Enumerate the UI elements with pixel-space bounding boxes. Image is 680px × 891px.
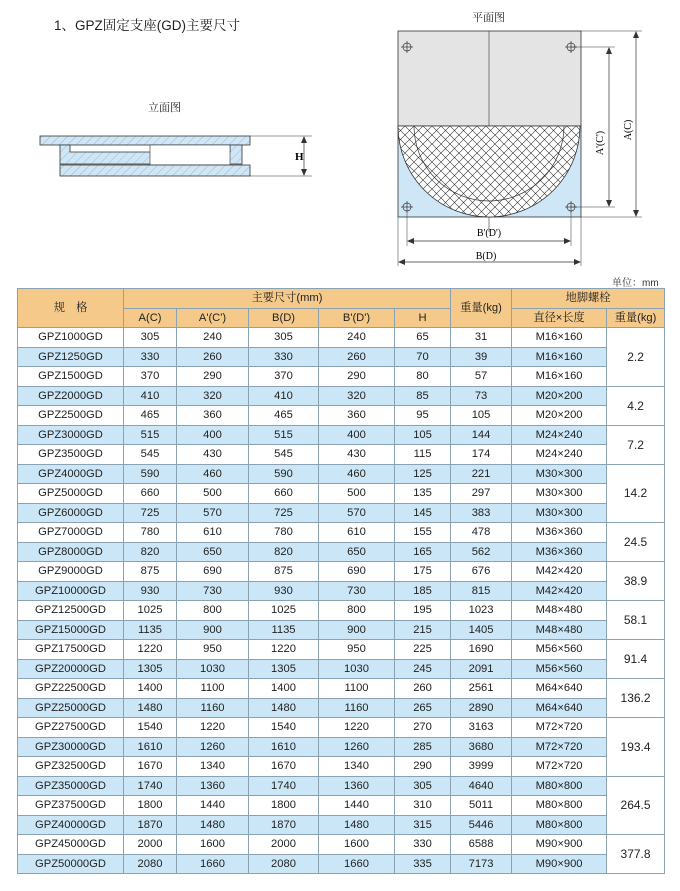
table-cell: 410 — [124, 386, 177, 406]
table-cell: GPZ7000GD — [18, 523, 124, 543]
dim-a-inner-label: A'(C') — [595, 130, 606, 156]
table-cell: 1660 — [177, 854, 249, 874]
table-cell: 3163 — [451, 718, 512, 738]
table-cell: 7173 — [451, 854, 512, 874]
table-cell: 4640 — [451, 776, 512, 796]
table-cell: M20×200 — [512, 406, 607, 426]
table-row — [18, 640, 665, 660]
table-cell: 165 — [395, 542, 451, 562]
table-cell: 125 — [395, 464, 451, 484]
table-cell: 370 — [124, 367, 177, 387]
table-cell: 1600 — [319, 835, 395, 855]
table-cell: GPZ3500GD — [18, 445, 124, 465]
spec-table-body — [18, 328, 665, 874]
table-row — [18, 542, 665, 562]
table-cell: 70 — [395, 347, 451, 367]
dim-b-outer-label: B(D) — [475, 251, 497, 262]
table-cell: GPZ9000GD — [18, 562, 124, 582]
table-cell: 330 — [395, 835, 451, 855]
table-cell: 900 — [177, 620, 249, 640]
table-cell: 1440 — [177, 796, 249, 816]
table-row — [18, 406, 665, 426]
table-cell: 290 — [319, 367, 395, 387]
table-cell: M64×640 — [512, 679, 607, 699]
anchor-weight-cell: 14.2 — [607, 464, 665, 523]
unit-note: 单位：mm — [612, 278, 659, 289]
table-cell: 195 — [395, 601, 451, 621]
table-cell: 31 — [451, 328, 512, 348]
table-cell: GPZ4000GD — [18, 464, 124, 484]
table-cell: M90×900 — [512, 854, 607, 874]
table-cell: 1405 — [451, 620, 512, 640]
table-cell: 660 — [124, 484, 177, 504]
table-cell: 730 — [177, 581, 249, 601]
anchor-weight-cell: 2.2 — [607, 328, 665, 387]
table-cell: 1480 — [177, 815, 249, 835]
table-cell: 1540 — [249, 718, 319, 738]
table-cell: 1610 — [124, 737, 177, 757]
table-row — [18, 815, 665, 835]
spec-table — [17, 288, 665, 874]
table-row — [18, 796, 665, 816]
table-cell: 1870 — [124, 815, 177, 835]
table-cell: 85 — [395, 386, 451, 406]
table-cell: 305 — [395, 776, 451, 796]
table-cell: 245 — [395, 659, 451, 679]
table-cell: 1160 — [177, 698, 249, 718]
table-row — [18, 854, 665, 874]
table-cell: 1740 — [124, 776, 177, 796]
table-cell: M72×720 — [512, 757, 607, 777]
table-cell: 305 — [249, 328, 319, 348]
anchor-weight-cell: 377.8 — [607, 835, 665, 874]
table-cell: 1260 — [177, 737, 249, 757]
table-cell: M30×300 — [512, 464, 607, 484]
table-cell: 1440 — [319, 796, 395, 816]
table-cell: 1135 — [249, 620, 319, 640]
table-cell: 185 — [395, 581, 451, 601]
table-cell: 80 — [395, 367, 451, 387]
table-row — [18, 757, 665, 777]
table-cell: 545 — [124, 445, 177, 465]
side-elevation-drawing — [40, 136, 312, 176]
anchor-weight-cell: 264.5 — [607, 776, 665, 835]
table-cell: GPZ6000GD — [18, 503, 124, 523]
table-cell: 430 — [177, 445, 249, 465]
table-cell: 5446 — [451, 815, 512, 835]
table-cell: 465 — [124, 406, 177, 426]
table-cell: 320 — [177, 386, 249, 406]
table-cell: 360 — [319, 406, 395, 426]
header-spec: 规 格 — [18, 289, 124, 328]
table-cell: M80×800 — [512, 815, 607, 835]
table-row — [18, 464, 665, 484]
table-cell: 1600 — [177, 835, 249, 855]
table-cell: 1025 — [124, 601, 177, 621]
table-cell: 930 — [124, 581, 177, 601]
table-cell: M80×800 — [512, 776, 607, 796]
table-cell: 690 — [319, 562, 395, 582]
table-cell: 105 — [395, 425, 451, 445]
table-row — [18, 445, 665, 465]
table-cell: 1220 — [124, 640, 177, 660]
table-cell: M16×160 — [512, 347, 607, 367]
table-cell: 500 — [319, 484, 395, 504]
anchor-weight-cell: 38.9 — [607, 562, 665, 601]
table-cell: 460 — [177, 464, 249, 484]
table-cell: M30×300 — [512, 503, 607, 523]
header-main-dims: 主要尺寸(mm) — [124, 289, 451, 309]
table-cell: 780 — [124, 523, 177, 543]
table-cell: 660 — [249, 484, 319, 504]
table-cell: 383 — [451, 503, 512, 523]
table-cell: 950 — [319, 640, 395, 660]
table-cell: 650 — [177, 542, 249, 562]
table-cell: M42×420 — [512, 581, 607, 601]
table-cell: 1030 — [319, 659, 395, 679]
table-cell: 2000 — [124, 835, 177, 855]
table-cell: 1030 — [177, 659, 249, 679]
table-cell: 1023 — [451, 601, 512, 621]
table-cell: GPZ10000GD — [18, 581, 124, 601]
table-cell: 1135 — [124, 620, 177, 640]
table-cell: 1540 — [124, 718, 177, 738]
table-cell: M24×240 — [512, 425, 607, 445]
side-view-caption: 立面图 — [148, 102, 181, 114]
table-cell: 260 — [319, 347, 395, 367]
table-cell: 1305 — [249, 659, 319, 679]
table-cell: 260 — [395, 679, 451, 699]
table-cell: 1400 — [124, 679, 177, 699]
table-cell: 144 — [451, 425, 512, 445]
table-cell: 260 — [177, 347, 249, 367]
table-cell: 1220 — [319, 718, 395, 738]
table-cell: 105 — [451, 406, 512, 426]
table-row — [18, 659, 665, 679]
table-cell: 1025 — [249, 601, 319, 621]
table-cell: M56×560 — [512, 640, 607, 660]
spec-table-container — [17, 288, 664, 874]
anchor-weight-cell: 58.1 — [607, 601, 665, 640]
table-cell: GPZ17500GD — [18, 640, 124, 660]
table-cell: 370 — [249, 367, 319, 387]
table-cell: 650 — [319, 542, 395, 562]
table-cell: 930 — [249, 581, 319, 601]
table-cell: 225 — [395, 640, 451, 660]
table-cell: 1480 — [249, 698, 319, 718]
table-cell: M72×720 — [512, 718, 607, 738]
table-cell: 1100 — [319, 679, 395, 699]
table-cell: 780 — [249, 523, 319, 543]
table-row — [18, 718, 665, 738]
table-cell: 875 — [249, 562, 319, 582]
table-cell: 430 — [319, 445, 395, 465]
table-cell: 1740 — [249, 776, 319, 796]
table-cell: M56×560 — [512, 659, 607, 679]
table-cell: M30×300 — [512, 484, 607, 504]
table-row — [18, 425, 665, 445]
header-bolt-size: 直径×长度 — [512, 308, 607, 328]
table-cell: GPZ25000GD — [18, 698, 124, 718]
table-cell: M24×240 — [512, 445, 607, 465]
header-a: A(C) — [124, 308, 177, 328]
table-cell: M64×640 — [512, 698, 607, 718]
table-cell: 1340 — [319, 757, 395, 777]
table-cell: GPZ15000GD — [18, 620, 124, 640]
table-cell: GPZ32500GD — [18, 757, 124, 777]
table-cell: 57 — [451, 367, 512, 387]
table-cell: 2000 — [249, 835, 319, 855]
table-cell: 562 — [451, 542, 512, 562]
table-cell: GPZ35000GD — [18, 776, 124, 796]
table-cell: GPZ2000GD — [18, 386, 124, 406]
table-cell: 1610 — [249, 737, 319, 757]
table-cell: M80×800 — [512, 796, 607, 816]
table-cell: 1870 — [249, 815, 319, 835]
table-cell: 5011 — [451, 796, 512, 816]
table-row — [18, 737, 665, 757]
table-cell: 1360 — [319, 776, 395, 796]
table-cell: 400 — [177, 425, 249, 445]
table-cell: 2080 — [249, 854, 319, 874]
table-cell: 2561 — [451, 679, 512, 699]
table-cell: GPZ45000GD — [18, 835, 124, 855]
table-cell: 265 — [395, 698, 451, 718]
table-row — [18, 679, 665, 699]
table-cell: 1160 — [319, 698, 395, 718]
table-cell: 3999 — [451, 757, 512, 777]
table-cell: 1660 — [319, 854, 395, 874]
table-row — [18, 581, 665, 601]
table-cell: M72×720 — [512, 737, 607, 757]
table-cell: 610 — [319, 523, 395, 543]
table-cell: 1360 — [177, 776, 249, 796]
bearing-drawings — [0, 0, 680, 285]
table-cell: 330 — [249, 347, 319, 367]
table-cell: 305 — [124, 328, 177, 348]
table-cell: 900 — [319, 620, 395, 640]
table-cell: 2080 — [124, 854, 177, 874]
table-cell: M90×900 — [512, 835, 607, 855]
table-cell: 515 — [249, 425, 319, 445]
table-row — [18, 523, 665, 543]
table-cell: GPZ8000GD — [18, 542, 124, 562]
table-cell: 1305 — [124, 659, 177, 679]
header-bolt-weight: 重量(kg) — [607, 308, 665, 328]
table-cell: 800 — [177, 601, 249, 621]
table-cell: 310 — [395, 796, 451, 816]
anchor-weight-cell: 91.4 — [607, 640, 665, 679]
height-dimension-label: H — [295, 151, 304, 163]
table-row — [18, 328, 665, 348]
table-cell: GPZ27500GD — [18, 718, 124, 738]
table-row — [18, 835, 665, 855]
table-cell: 1220 — [249, 640, 319, 660]
table-cell: 360 — [177, 406, 249, 426]
anchor-weight-cell: 7.2 — [607, 425, 665, 464]
table-cell: 515 — [124, 425, 177, 445]
table-cell: 400 — [319, 425, 395, 445]
table-cell: 730 — [319, 581, 395, 601]
page-title: 1、GPZ固定支座(GD)主要尺寸 — [54, 18, 241, 33]
table-cell: 290 — [177, 367, 249, 387]
table-row — [18, 484, 665, 504]
table-cell: 335 — [395, 854, 451, 874]
table-cell: 590 — [249, 464, 319, 484]
header-b: B(D) — [249, 308, 319, 328]
table-row — [18, 386, 665, 406]
table-cell: 820 — [124, 542, 177, 562]
table-cell: M20×200 — [512, 386, 607, 406]
table-cell: 39 — [451, 347, 512, 367]
table-cell: 1690 — [451, 640, 512, 660]
table-cell: 174 — [451, 445, 512, 465]
table-cell: 320 — [319, 386, 395, 406]
table-row — [18, 347, 665, 367]
table-cell: 1480 — [124, 698, 177, 718]
table-cell: 820 — [249, 542, 319, 562]
table-row — [18, 620, 665, 640]
table-cell: 1800 — [249, 796, 319, 816]
table-cell: 1220 — [177, 718, 249, 738]
table-cell: GPZ40000GD — [18, 815, 124, 835]
table-cell: 65 — [395, 328, 451, 348]
table-cell: 297 — [451, 484, 512, 504]
table-cell: 875 — [124, 562, 177, 582]
table-cell: M16×160 — [512, 328, 607, 348]
table-cell: 240 — [319, 328, 395, 348]
table-cell: 3680 — [451, 737, 512, 757]
anchor-weight-cell: 193.4 — [607, 718, 665, 777]
table-cell: 725 — [124, 503, 177, 523]
table-cell: M16×160 — [512, 367, 607, 387]
table-cell: 1340 — [177, 757, 249, 777]
table-cell: M48×480 — [512, 601, 607, 621]
table-cell: 1260 — [319, 737, 395, 757]
table-row — [18, 503, 665, 523]
table-cell: GPZ3000GD — [18, 425, 124, 445]
table-cell: GPZ37500GD — [18, 796, 124, 816]
table-cell: GPZ5000GD — [18, 484, 124, 504]
header-b-prime: B'(D') — [319, 308, 395, 328]
table-cell: 2890 — [451, 698, 512, 718]
table-cell: 570 — [319, 503, 395, 523]
header-h: H — [395, 308, 451, 328]
table-cell: 1800 — [124, 796, 177, 816]
table-cell: GPZ50000GD — [18, 854, 124, 874]
table-cell: 215 — [395, 620, 451, 640]
table-cell: 135 — [395, 484, 451, 504]
table-cell: 465 — [249, 406, 319, 426]
table-cell: GPZ1250GD — [18, 347, 124, 367]
table-cell: 221 — [451, 464, 512, 484]
table-cell: M42×420 — [512, 562, 607, 582]
table-cell: 800 — [319, 601, 395, 621]
dim-b-inner-label: B'(D') — [476, 228, 502, 239]
table-cell: 6588 — [451, 835, 512, 855]
table-cell: GPZ2500GD — [18, 406, 124, 426]
table-cell: 95 — [395, 406, 451, 426]
table-row — [18, 776, 665, 796]
table-row — [18, 698, 665, 718]
table-row — [18, 562, 665, 582]
table-cell: 330 — [124, 347, 177, 367]
table-cell: M36×360 — [512, 523, 607, 543]
table-cell: 73 — [451, 386, 512, 406]
table-cell: 1480 — [319, 815, 395, 835]
table-cell: 590 — [124, 464, 177, 484]
table-cell: 950 — [177, 640, 249, 660]
table-cell: 570 — [177, 503, 249, 523]
table-cell: 1100 — [177, 679, 249, 699]
anchor-weight-cell: 4.2 — [607, 386, 665, 425]
table-cell: GPZ30000GD — [18, 737, 124, 757]
table-cell: 1400 — [249, 679, 319, 699]
table-cell: 175 — [395, 562, 451, 582]
table-cell: 500 — [177, 484, 249, 504]
table-cell: 115 — [395, 445, 451, 465]
table-cell: GPZ12500GD — [18, 601, 124, 621]
table-cell: M48×480 — [512, 620, 607, 640]
table-cell: GPZ1500GD — [18, 367, 124, 387]
header-weight: 重量(kg) — [451, 289, 512, 328]
table-cell: 315 — [395, 815, 451, 835]
table-cell: 676 — [451, 562, 512, 582]
table-cell: 545 — [249, 445, 319, 465]
table-cell: 155 — [395, 523, 451, 543]
table-cell: 690 — [177, 562, 249, 582]
table-cell: 290 — [395, 757, 451, 777]
table-cell: 478 — [451, 523, 512, 543]
table-cell: GPZ22500GD — [18, 679, 124, 699]
table-cell: 270 — [395, 718, 451, 738]
table-cell: 1670 — [249, 757, 319, 777]
table-cell: GPZ20000GD — [18, 659, 124, 679]
table-cell: 610 — [177, 523, 249, 543]
header-a-prime: A'(C') — [177, 308, 249, 328]
anchor-weight-cell: 24.5 — [607, 523, 665, 562]
table-cell: M36×360 — [512, 542, 607, 562]
plan-view-caption: 平面图 — [472, 12, 505, 24]
anchor-weight-cell: 136.2 — [607, 679, 665, 718]
table-cell: 725 — [249, 503, 319, 523]
table-row — [18, 601, 665, 621]
table-cell: 145 — [395, 503, 451, 523]
table-cell: 460 — [319, 464, 395, 484]
table-cell: 240 — [177, 328, 249, 348]
header-anchor-bolt: 地脚螺栓 — [512, 289, 665, 309]
table-cell: 815 — [451, 581, 512, 601]
table-cell: 1670 — [124, 757, 177, 777]
dim-a-outer-label: A(C) — [623, 119, 634, 141]
table-cell: 2091 — [451, 659, 512, 679]
table-cell: GPZ1000GD — [18, 328, 124, 348]
table-row — [18, 367, 665, 387]
table-cell: 410 — [249, 386, 319, 406]
table-cell: 285 — [395, 737, 451, 757]
